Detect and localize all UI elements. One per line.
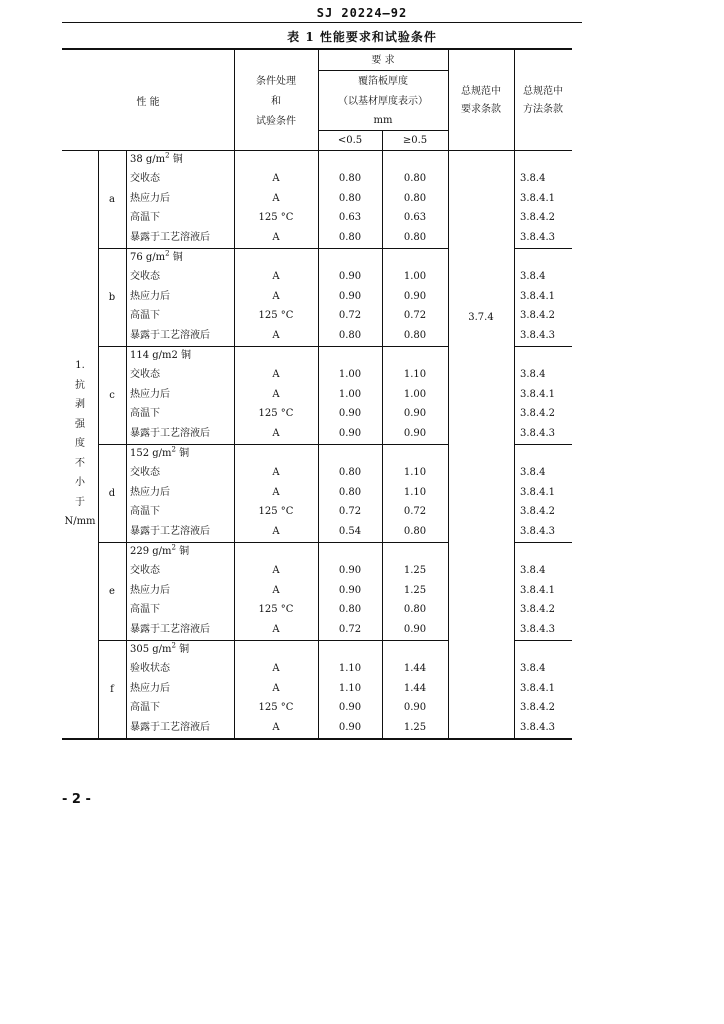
row-method-clause: 3.8.4.2 [520,702,555,714]
group-letter: f [110,684,114,695]
group-title [130,350,232,362]
row-value-thick: 1.10 [403,486,427,498]
row-state: 暴露于工艺溶液后 [130,525,210,537]
header-spec-method-2: 方法条款 [523,104,563,115]
header-condition-2: 和 [271,96,281,107]
row-method-clause: 3.8.4 [520,467,546,478]
header-spec-req-2: 要求条款 [461,104,501,115]
row-condition: A [272,663,280,674]
row-value-thick: 0.80 [403,192,427,204]
row-value-thin: 0.80 [338,173,362,184]
row-value-thin: 0.90 [338,290,362,302]
row-method-clause: 3.8.4.2 [520,212,555,224]
row-condition: A [272,329,280,341]
group-letter: a [109,194,115,205]
group-title-suffix: 铜 [176,644,190,655]
group-letter: c [109,390,115,401]
page-number: - 2 - [62,792,91,807]
group-title-superscript: 2 [171,543,176,552]
header-thick: ≥0.5 [402,135,428,146]
col-divider-spec-method [514,48,515,738]
header-property: 性 能 [136,97,160,108]
group-title-suffix: 铜 [169,252,183,263]
row-method-clause: 3.8.4 [520,173,546,184]
group-divider-method [514,444,572,445]
group-title-text: 114 g/m2 铜 [130,350,192,361]
col-divider-spec-req [448,48,449,738]
row-value-thin: 0.90 [338,702,362,714]
table-top-border [62,48,572,50]
row-state: 热应力后 [130,486,170,498]
row-method-clause: 3.8.4 [520,663,546,674]
header-thin: <0.5 [337,135,363,146]
row-value-thin: 0.90 [338,565,362,576]
header-thickness-2: （以基材厚度表示） [338,96,428,107]
property-label-char: 强 [75,418,85,430]
row-state: 交收态 [130,271,160,282]
document-id: SJ 20224—92 [316,6,408,20]
row-value-thick: 1.44 [403,663,427,674]
row-state: 暴露于工艺溶液后 [130,721,210,733]
row-condition: 125 °C [258,702,294,714]
header-rule [62,22,582,23]
row-value-thin: 0.80 [338,467,362,478]
row-state: 暴露于工艺溶液后 [130,231,210,243]
table-caption: 表 1 性能要求和试验条件 [287,30,437,44]
row-value-thick: 1.10 [403,467,427,478]
row-state: 暴露于工艺溶液后 [130,427,210,439]
property-label-char: 小 [75,477,85,488]
row-condition: A [272,721,280,733]
property-label-char: 剥 [75,399,85,410]
property-label-char: 度 [75,438,85,449]
group-divider [98,248,448,249]
row-state: 交收态 [130,467,160,478]
row-value-thin: 0.80 [338,192,362,204]
row-value-thick: 0.90 [403,290,427,302]
row-condition: A [272,192,280,204]
row-value-thin: 0.80 [338,604,362,616]
header-spec-req-1: 总规范中 [461,86,501,97]
header-spec-method-1: 总规范中 [523,86,563,97]
row-value-thick: 0.90 [403,427,427,439]
row-state: 热应力后 [130,192,170,204]
row-condition: A [272,290,280,302]
row-value-thick: 0.90 [403,702,427,714]
group-title [130,249,232,264]
row-condition: A [272,486,280,498]
row-condition: 125 °C [258,212,294,224]
group-divider [98,346,448,347]
table-bottom-border [62,738,572,740]
row-method-clause: 3.8.4.1 [520,584,555,596]
row-condition: A [272,271,280,282]
group-title-text: 38 g/m [130,154,166,165]
row-state: 高温下 [130,310,160,322]
header-thickness-1: 覆箔板厚度 [358,76,408,87]
row-method-clause: 3.8.4.3 [520,525,555,537]
row-condition: 125 °C [258,408,294,420]
row-state: 暴露于工艺溶液后 [130,329,210,341]
row-value-thick: 1.25 [403,584,427,596]
row-value-thick: 1.00 [403,271,427,282]
row-value-thin: 0.54 [338,525,362,537]
group-divider-method [514,640,572,641]
group-title-text: 152 g/m [130,448,172,459]
group-title-superscript: 2 [171,641,176,650]
row-value-thick: 0.72 [403,310,427,322]
row-state: 交收态 [130,369,160,380]
group-letter: b [108,292,116,303]
row-value-thick: 1.25 [403,565,427,576]
row-condition: A [272,231,280,243]
row-value-thin: 0.90 [338,584,362,596]
row-value-thin: 0.90 [338,408,362,420]
header-thickness-unit: mm [373,115,393,126]
row-method-clause: 3.8.4.3 [520,623,555,635]
row-value-thick: 0.80 [403,604,427,616]
row-state: 高温下 [130,408,160,420]
row-value-thin: 0.90 [338,721,362,733]
row-method-clause: 3.8.4.2 [520,506,555,518]
row-condition: A [272,467,280,478]
row-value-thin: 0.80 [338,329,362,341]
row-method-clause: 3.8.4 [520,271,546,282]
row-method-clause: 3.8.4.1 [520,192,555,204]
row-value-thick: 1.00 [403,388,427,400]
group-title-text: 76 g/m [130,252,166,263]
row-method-clause: 3.8.4.3 [520,721,555,733]
row-value-thick: 0.80 [403,329,427,341]
row-method-clause: 3.8.4.1 [520,388,555,400]
header-requirement: 要 求 [371,55,395,66]
group-divider-method [514,248,572,249]
group-title-suffix: 铜 [176,448,190,459]
group-divider-method [514,542,572,543]
row-condition: A [272,427,280,439]
row-method-clause: 3.8.4.1 [520,682,555,694]
row-condition: 125 °C [258,310,294,322]
row-value-thick: 0.90 [403,408,427,420]
row-value-thin: 1.10 [338,663,362,674]
row-value-thick: 0.90 [403,623,427,635]
row-method-clause: 3.8.4.3 [520,231,555,243]
row-method-clause: 3.8.4 [520,565,546,576]
group-letter: d [108,488,116,499]
header-condition-1: 条件处理 [256,76,296,87]
row-value-thick: 0.80 [403,173,427,184]
property-label-char: 不 [75,457,85,469]
group-divider [98,444,448,445]
row-state: 交收态 [130,173,160,184]
row-condition: A [272,682,280,694]
row-condition: 125 °C [258,506,294,518]
row-method-clause: 3.8.4.2 [520,408,555,420]
row-condition: A [272,525,280,537]
row-condition: 125 °C [258,604,294,616]
row-method-clause: 3.8.4 [520,369,546,380]
row-state: 高温下 [130,702,160,714]
row-condition: A [272,369,280,380]
group-title-superscript: 2 [171,445,176,454]
property-label-char: 于 [75,496,85,508]
row-value-thick: 1.25 [403,721,427,733]
group-divider [98,542,448,543]
row-value-thick: 0.80 [403,231,427,243]
row-state: 交收态 [130,565,160,576]
group-title [130,151,232,166]
row-value-thick: 0.80 [403,525,427,537]
row-state: 热应力后 [130,290,170,302]
group-title-text: 229 g/m [130,546,172,557]
row-value-thin: 1.10 [338,682,362,694]
row-method-clause: 3.8.4.3 [520,427,555,439]
row-value-thin: 0.80 [338,231,362,243]
row-state: 热应力后 [130,584,170,596]
header-condition-3: 试验条件 [256,116,296,127]
row-method-clause: 3.8.4.2 [520,310,555,322]
row-state: 高温下 [130,604,160,616]
property-label-char: 1. [75,360,85,371]
row-method-clause: 3.8.4.2 [520,604,555,616]
row-value-thin: 0.90 [338,271,362,282]
row-method-clause: 3.8.4.1 [520,290,555,302]
row-state: 高温下 [130,212,160,224]
row-value-thin: 0.90 [338,427,362,439]
row-value-thin: 0.80 [338,486,362,498]
row-method-clause: 3.8.4.3 [520,329,555,341]
spec-requirement-value: 3.7.4 [468,312,494,323]
row-value-thick: 0.63 [403,212,427,224]
row-state: 热应力后 [130,682,170,694]
row-value-thick: 0.72 [403,506,427,518]
row-state: 高温下 [130,506,160,518]
group-letter: e [109,586,115,597]
row-condition: A [272,623,280,635]
row-value-thick: 1.10 [403,369,427,380]
row-condition: A [272,388,280,400]
row-method-clause: 3.8.4.1 [520,486,555,498]
group-title [130,445,232,460]
group-title-superscript: 2 [165,249,170,258]
group-title-suffix: 铜 [176,546,190,557]
row-value-thick: 1.44 [403,682,427,694]
group-divider [98,640,448,641]
row-value-thin: 0.72 [338,506,362,518]
group-divider-method [514,346,572,347]
row-state: 验收状态 [130,663,170,674]
row-state: 暴露于工艺溶液后 [130,623,210,635]
property-label-char: 抗 [75,379,85,391]
property-label-char: N/mm [64,516,96,527]
group-title [130,543,232,558]
row-condition: A [272,565,280,576]
row-state: 热应力后 [130,388,170,400]
row-value-thin: 1.00 [338,388,362,400]
requirement-rule [318,70,448,71]
group-title [130,641,232,656]
row-value-thin: 0.72 [338,310,362,322]
group-title-text: 305 g/m [130,644,172,655]
row-value-thin: 0.63 [338,212,362,224]
thickness-rule [318,130,448,131]
row-condition: A [272,584,280,596]
row-condition: A [272,173,280,184]
row-value-thin: 0.72 [338,623,362,635]
row-value-thin: 1.00 [338,369,362,380]
group-title-superscript: 2 [165,151,170,160]
group-title-suffix: 铜 [169,154,183,165]
header-bottom-rule [62,150,572,151]
